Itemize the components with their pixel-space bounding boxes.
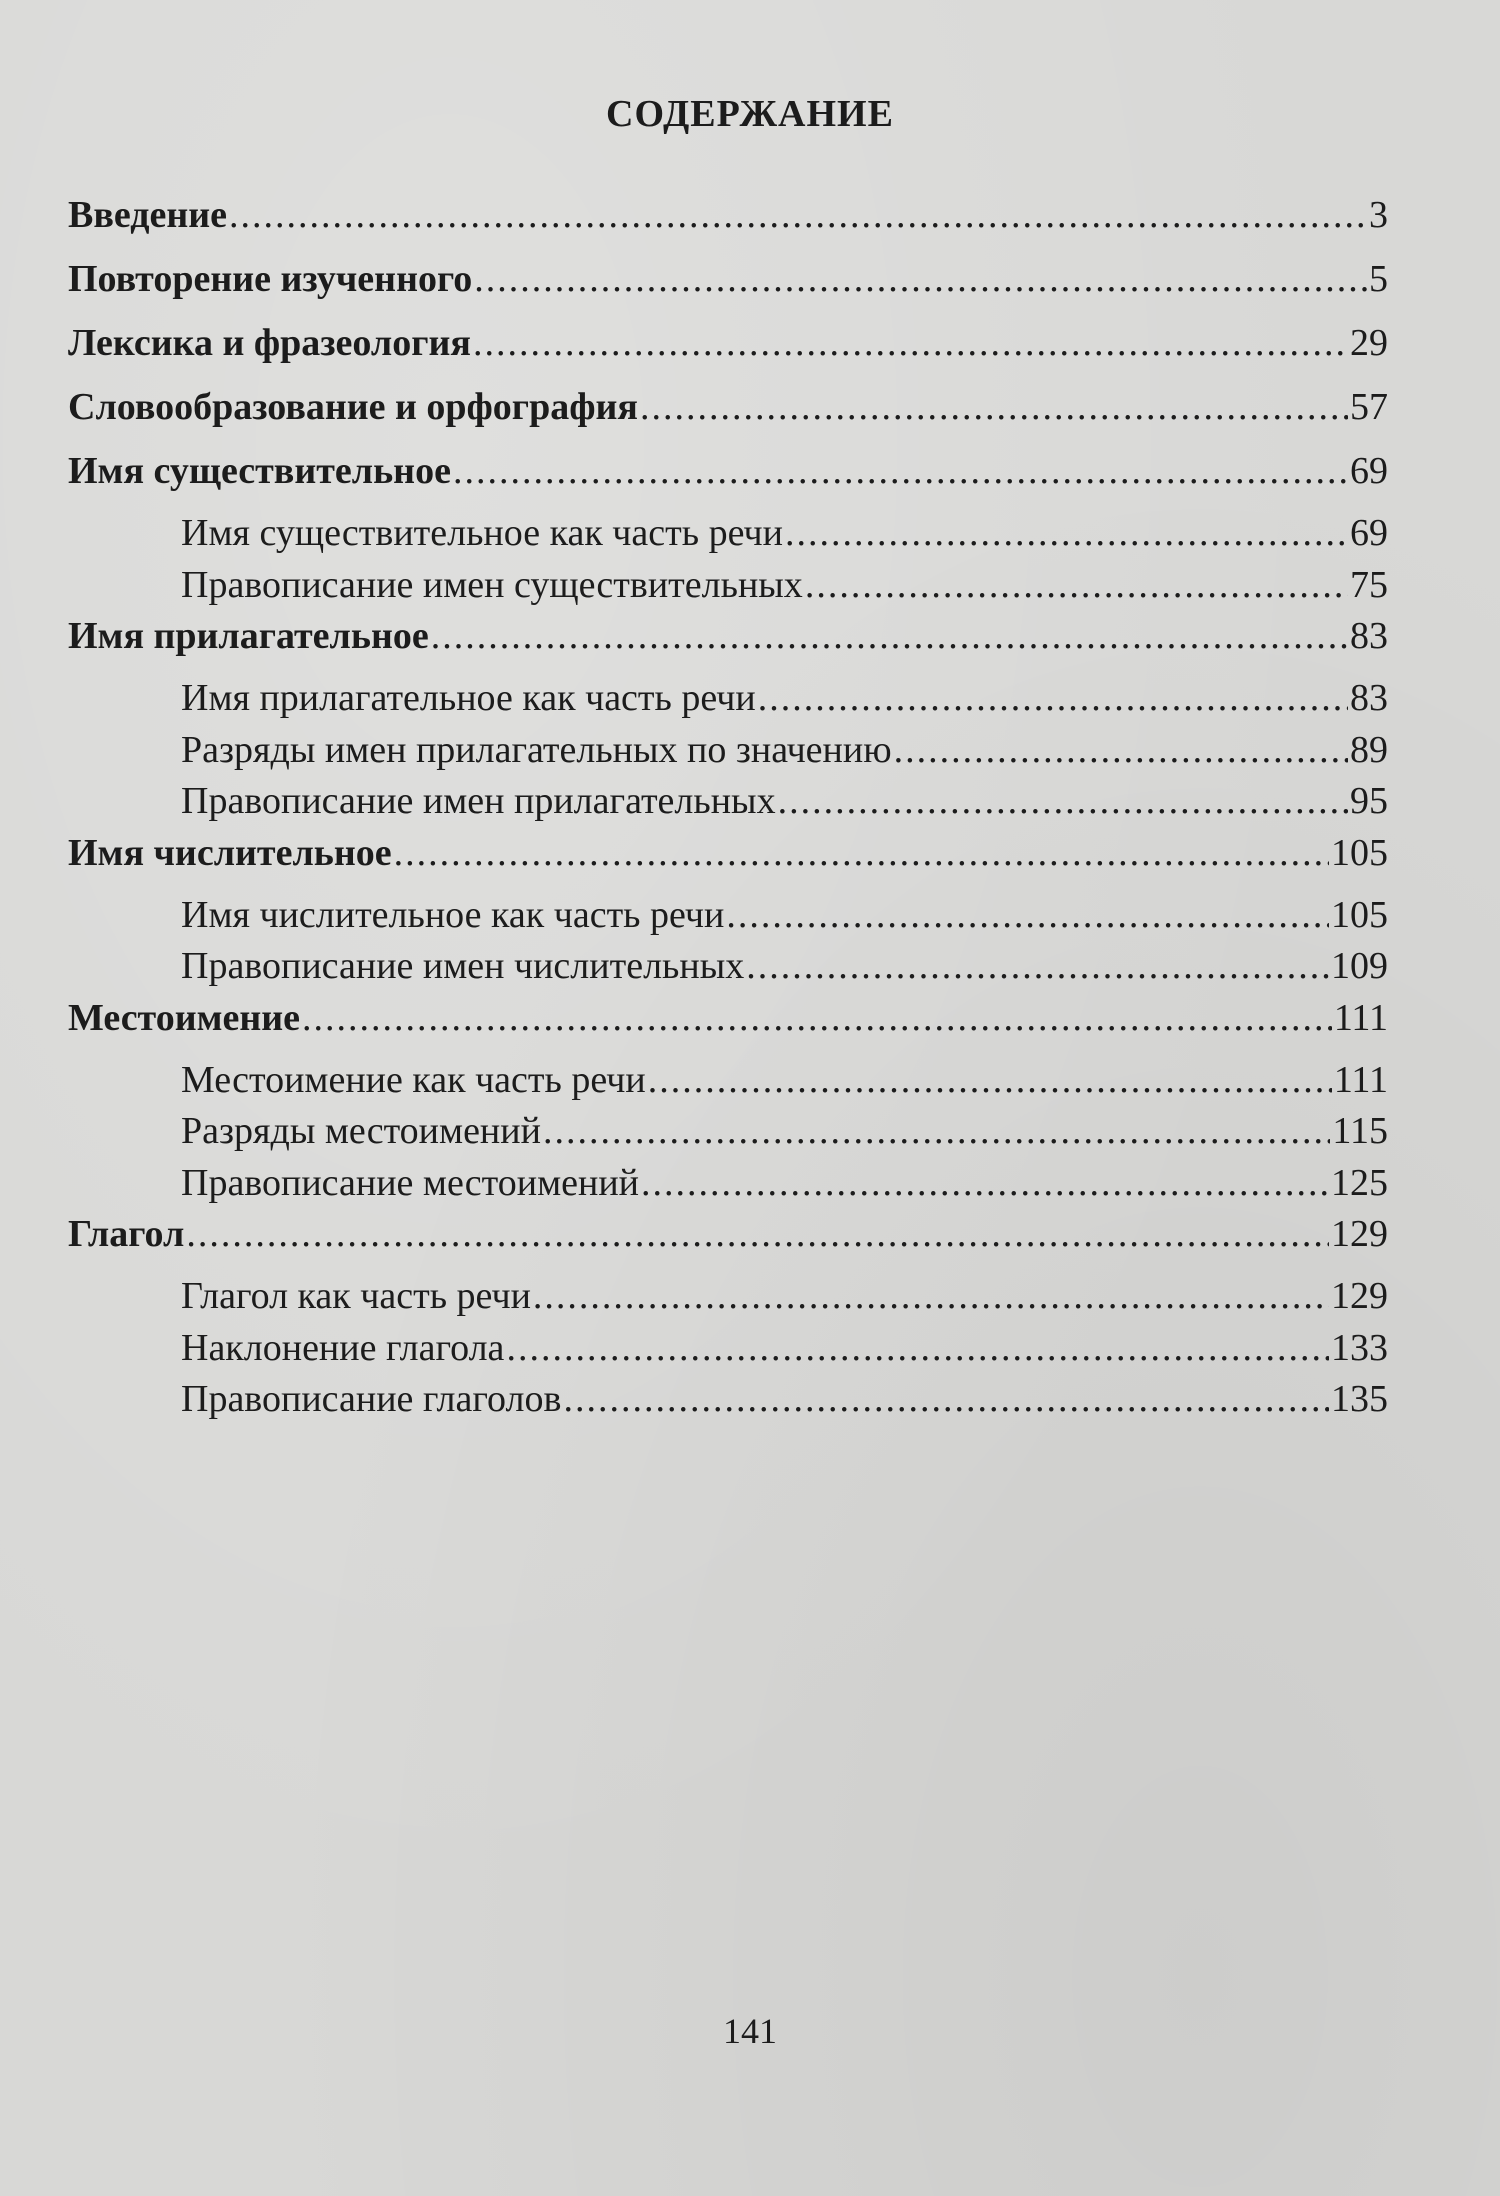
toc-entry-title: Повторение изученного [68, 258, 473, 300]
toc-entry-page: 115 [1332, 1110, 1388, 1152]
toc-entry-title: Лексика и фразеология [68, 322, 471, 364]
toc-entry-page: 109 [1331, 945, 1388, 987]
dot-leader [894, 725, 1348, 775]
toc-section-entry [68, 611, 1388, 673]
toc-entry-page: 83 [1350, 677, 1388, 719]
dot-leader [302, 993, 1332, 1043]
toc-entry-title: Наклонение глагола [181, 1326, 505, 1369]
toc-subsection-entry [68, 1271, 1388, 1323]
toc-subsection-entry [68, 673, 1388, 725]
toc-entry-page: 111 [1333, 996, 1388, 1039]
dot-leader [473, 318, 1348, 368]
toc-section-entry [68, 446, 1388, 508]
toc-entry-title: Разряды местоимений [181, 1110, 541, 1152]
toc-entry-page: 89 [1350, 728, 1388, 771]
toc-entry-page: 105 [1331, 893, 1388, 936]
toc-entry-title: Разряды имен прилагательных по значению [181, 728, 892, 771]
toc-entry-page: 69 [1350, 512, 1388, 554]
toc-entry-title: Глагол [68, 1213, 185, 1255]
toc-entry-title: Правописание местоимений [181, 1161, 639, 1204]
toc-entry-title: Правописание имен существительных [181, 563, 803, 606]
toc-section-entry [68, 1209, 1388, 1271]
toc-entry-title: Имя прилагательное как часть речи [181, 677, 756, 719]
toc-entry-title: Имя прилагательное [68, 615, 429, 657]
dot-leader [229, 190, 1367, 240]
table-of-contents [68, 190, 1388, 1426]
toc-subsection-entry [68, 1055, 1388, 1107]
dot-leader [641, 1158, 1329, 1208]
dot-leader [640, 382, 1348, 432]
dot-leader [474, 254, 1367, 304]
dot-leader [186, 1209, 1329, 1259]
toc-section-entry [68, 254, 1388, 318]
dot-leader [726, 890, 1329, 940]
toc-subsection-entry [68, 776, 1388, 828]
toc-entry-title: Местоимение [68, 996, 301, 1039]
toc-entry-title: Словообразование и орфография [68, 386, 638, 428]
toc-entry-page: 105 [1331, 831, 1388, 874]
toc-entry-page: 69 [1350, 450, 1388, 492]
dot-leader [431, 611, 1348, 661]
toc-section-entry [68, 828, 1388, 890]
toc-subsection-entry [68, 941, 1388, 993]
toc-subsection-entry [68, 725, 1388, 777]
toc-entry-page: 95 [1350, 780, 1388, 822]
dot-leader [543, 1106, 1330, 1156]
toc-entry-page: 5 [1369, 258, 1388, 300]
toc-subsection-entry [68, 508, 1388, 560]
toc-subsection-entry [68, 1374, 1388, 1426]
dot-leader [805, 560, 1348, 610]
toc-entry-title: Имя числительное [68, 831, 392, 874]
toc-entry-title: Имя существительное как часть речи [181, 512, 783, 554]
toc-entry-title: Правописание имен прилагательных [181, 780, 776, 822]
toc-section-entry [68, 190, 1388, 254]
dot-leader [563, 1374, 1329, 1424]
dot-leader [506, 1323, 1329, 1373]
toc-entry-title: Имя существительное [68, 450, 451, 492]
dot-leader [758, 673, 1348, 723]
dot-leader [533, 1271, 1329, 1321]
toc-entry-page: 83 [1350, 615, 1388, 657]
toc-entry-page: 135 [1331, 1378, 1388, 1420]
page-number: 141 [723, 2011, 777, 2051]
toc-entry-page: 111 [1333, 1058, 1388, 1101]
toc-section-entry [68, 318, 1388, 382]
page-title: СОДЕРЖАНИЕ [606, 93, 894, 135]
toc-entry-title: Правописание имен числительных [181, 945, 745, 987]
dot-leader [453, 446, 1348, 496]
toc-subsection-entry [68, 890, 1388, 942]
dot-leader [648, 1055, 1332, 1105]
toc-entry-title: Введение [68, 194, 227, 236]
toc-entry-title: Правописание глаголов [181, 1378, 562, 1420]
dot-leader [394, 828, 1329, 878]
toc-entry-page: 75 [1350, 563, 1388, 606]
dot-leader [746, 941, 1329, 991]
toc-entry-page: 129 [1331, 1275, 1388, 1317]
toc-entry-page: 29 [1350, 322, 1388, 364]
toc-subsection-entry [68, 560, 1388, 612]
toc-entry-page: 57 [1350, 386, 1388, 428]
toc-subsection-entry [68, 1323, 1388, 1375]
dot-leader [778, 776, 1348, 826]
toc-section-entry [68, 993, 1388, 1055]
toc-entry-page: 3 [1369, 194, 1388, 236]
toc-subsection-entry [68, 1106, 1388, 1158]
toc-subsection-entry [68, 1158, 1388, 1210]
toc-entry-title: Имя числительное как часть речи [181, 893, 725, 936]
toc-entry-page: 133 [1331, 1326, 1388, 1369]
toc-entry-title: Глагол как часть речи [181, 1275, 531, 1317]
toc-entry-page: 129 [1331, 1213, 1388, 1255]
toc-section-entry [68, 382, 1388, 446]
toc-entry-page: 125 [1331, 1161, 1388, 1204]
dot-leader [785, 508, 1348, 558]
toc-entry-title: Местоимение как часть речи [181, 1058, 646, 1101]
